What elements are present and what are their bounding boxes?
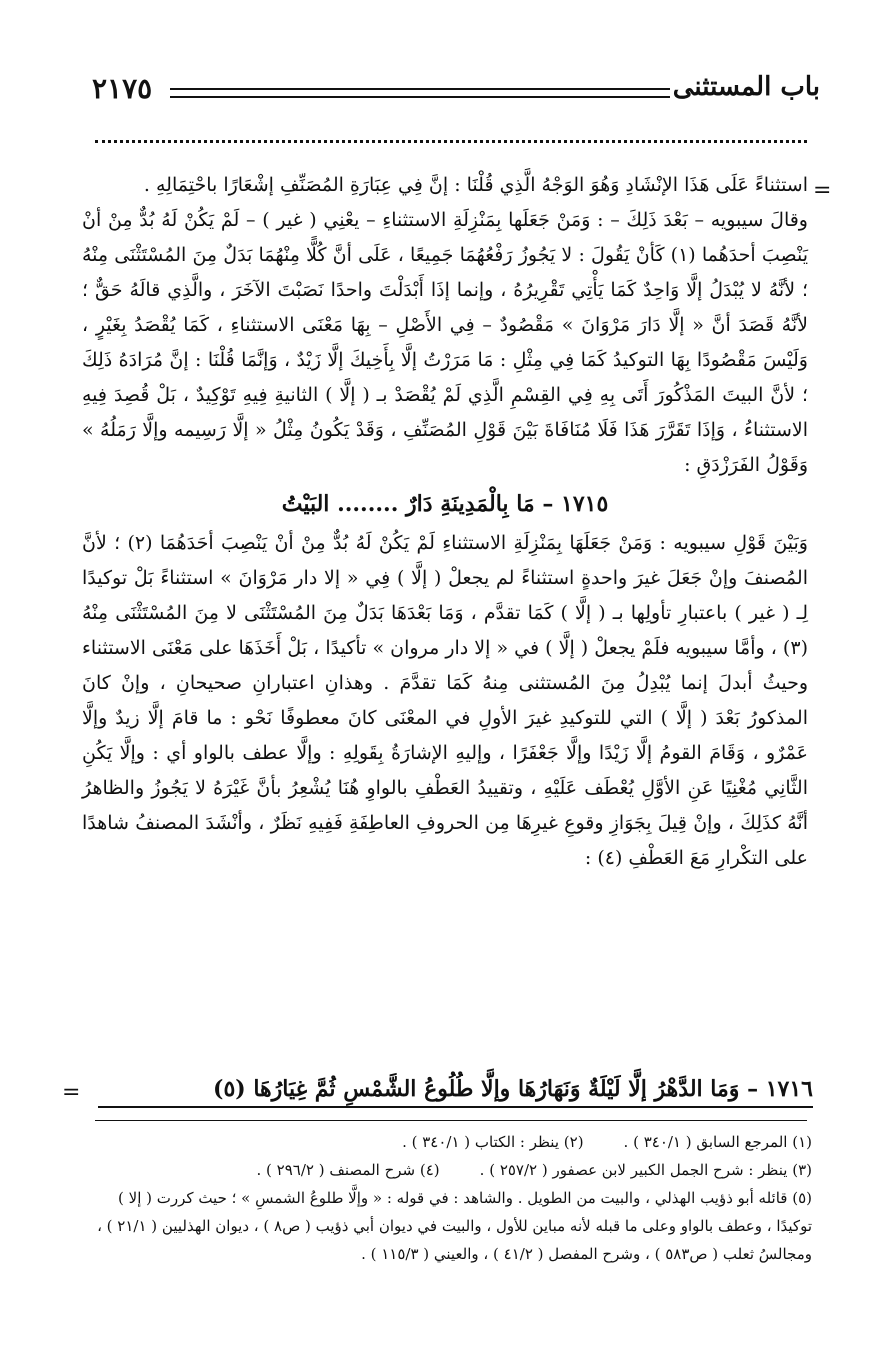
footnote-1: (١) المرجع السابق ( ٣٤٠/١ ) . [623,1133,812,1151]
paragraph: وَبَيْنَ قَوْلِ سيبويه : وَمَنْ جَعَلَهَا بِمَنْزِلَةِ الاستثناءِ لَمْ يَكُنْ لَهُ بُدٌّ مِنْ أنْ يَنْصِبَ أحَدَهُمَا (٢) ؛ لأنَّ المُصنفَ وإنْ جَعَلَ غيرَ واحدةٍ استثناءً لم يجعلْ ( إلَّا ) فِي « إلا دار مَرْوَانَ » استثناءً بَلْ توكيدًا لِـ ( غير ) باعتبارِ تأولِها بـ ( إلَّا ) كَمَا تقدَّم ، وَمَا بَعْدَهَا بَدَلٌ مِنَ المُسْتَثْنَى لا مِنَ المُسْتَثْنَى مِنْهُ (٣) ، وأمَّا سيبويه فلَمْ يجعلْ ( إلَّا ) في « إلا دار مروان » تأكيدًا ، بَلْ أَخَذَهَا على مَعْنَى الاستثناء وحيثُ أبدلَ إنما يُبْدِلُ مِنَ المُستثنى مِنهُ كَمَا تقدَّمَ . وهذانِ اعتبارانِ صحيحانِ ، وإنْ كانَ المذكورُ بَعْدَ ( إلَّا ) التي للتوكيدِ غيرَ الأولِ في المعْنَى كانَ معطوفًا نَحْو : ما قامَ إلَّا زيدٌ وإلَّا عَمْرٌو ، وَقَامَ القومُ إلَّا زَيْدًا وإلَّا جَعْفَرًا ، وإليهِ الإشارَةُ بِقَولِهِ : وإلَّا عطف بالواو أي : وإلَّا يَكُنِ الثَّانِي مُغْنِيًا عَنِ الأوَّلِ يُعْطَف عَلَيْهِ ، وتقييدُ العَطْفِ بالواوِ هُنَا يُشْعِرُ بأنَّ غَيْرَهُ لا يَجُوزُ والظاهرُ أنَّهُ كذَلِكَ ، وإنْ قِيلَ بِجَوَازِ وقوعِ غيرِهَا مِن الحروفِ العاطِفَةِ فَفِيهِ نَظَرٌ ، وأنْشَدَ المصنفُ شاهدًا على التكْرارِ مَعَ العَطْفِ (٤) : [82,532,808,869]
paragraph: استثناءً عَلَى هَذَا الإنْشَادِ وَهُوَ الوَجْهُ الَّذِي قُلْنَا : إنَّ فِي عِبَارَةِ المُصَنِّفِ إشْعَارًا باحْتِمَالِهِ . [143,174,808,196]
footnote-4: (٤) شرح المصنف ( ٢٩٦/٢ ) . [256,1161,440,1179]
dotted-separator [95,140,807,143]
paragraph: وقالَ سيبويه – بَعْدَ ذَلِكَ – : وَمَنْ جَعَلَها بِمَنْزِلَةِ الاستثناءِ – يعْنِي ( غير ) – لَمْ يَكُنْ لَهُ بُدٌّ مِنْ أنْ يَنْصِبَ أحدَهُما (١) كَأنْ يَقُولَ : لا يَجُوزُ رَفْعُهُمَا جَمِيعًا ، عَلَى أنَّ كُلًّا مِنْهُمَا بَدَلٌ مِنَ المُسْتَثْنَى مِنْهُ ؛ لأنَّهُ لا يُبْدَلُ إلَّا وَاحِدٌ كَمَا يَأْتِي تَقْرِيرُهُ ، وإنما إذَا أَبْدَلْتَ واحدًا نَصَبْتَ الآخَرَ ، والَّذِي قالَهُ حَقٌّ ؛ لأنَّهُ قَصَدَ أنَّ « إلَّا دَارَ مَرْوَانَ » مَقْصُودٌ – فِي الأَصْلِ – بِهَا مَعْنَى الاستثناءِ ، كَمَا يُقْصَدُ بِغَيْرٍ ، وَلَيْسَ مَقْصُودًا بِهَا التوكيدُ كَمَا فِي مِثْلِ : مَا مَرَرْتُ إلَّا بِأَخِيكَ إلَّا زَيْدٌ ، وَإنَّمَا قُلْنَا : إنَّ مُرَادَهُ ذَلِكَ ؛ لأنَّ البيتَ المَذْكُورَ أَتَى بِهِ فِي القِسْمِ الَّذِي لَمْ يُقْصَدْ بـ ( إلَّا ) الثانيةِ فِيهِ تَوْكِيدٌ ، بَلْ قُصِدَ فِيهِ الاستثناءُ ، وَإذَا تَقَرَّرَ هَذَا فَلَا مُنَافَاةَ بَيْنَ قَوْلِ المُصَنِّفِ ، وَقَدْ يَكُونُ مِثْلُ « إلَّا رَسِيمه وإلَّا رَمَلُهُ » وَقَوْلُ الفَرَزْدَقِ : [82,209,808,476]
footnote-row [92,1156,812,1184]
page-header [92,72,820,112]
page-number: ٢١٧٥ [92,72,153,105]
verse-1715: ١٧١٥ – مَا بِالْمَدِينَةِ دَارٌ ........ البَيْتُ [281,491,609,517]
footnote-row [92,1128,812,1156]
footnote-separator [95,1120,807,1121]
footnote-2: (٢) ينظر : الكتاب ( ٣٤٠/١ ) . [402,1133,584,1151]
continuation-mark-bottom: = [62,1080,81,1105]
continuation-mark-top: = [813,178,832,203]
footnote-5: (٥) قائله أبو ذؤيب الهذلي ، والبيت من الطويل . والشاهد : في قوله : « وإلَّا طلوعُ الشمسِ » ؛ حيث كررت ( إلا ) توكيدًا ، وعطف بالواو وعلى ما قبله لأنه مباين للأول ، والبيت في ديوان أبي ذؤيب ( ص٨ ) ، ديوان الهذليين ( ٢١/١ ) ، ومجالسُ ثعلب ( ص٥٨٣ ) ، وشرح المفصل ( ٤١/٢ ) ، والعيني ( ١١٥/٣ ) . [97,1189,812,1263]
footnote-3: (٣) ينظر : شرح الجمل الكبير لابن عصفور ( ٢٥٧/٢ ) . [479,1161,812,1179]
header-double-rule [170,88,670,98]
main-text [82,168,808,876]
chapter-title: باب المستثنى [672,72,820,102]
footnotes [92,1128,812,1268]
verse-1716: ١٧١٦ – وَمَا الدَّهْرُ إلَّا لَيْلَةٌ وَنَهَارُهَا وإلَّا طُلُوعُ الشَّمْسِ ثُمَّ غِيَارُهَا (٥) [98,1076,813,1108]
